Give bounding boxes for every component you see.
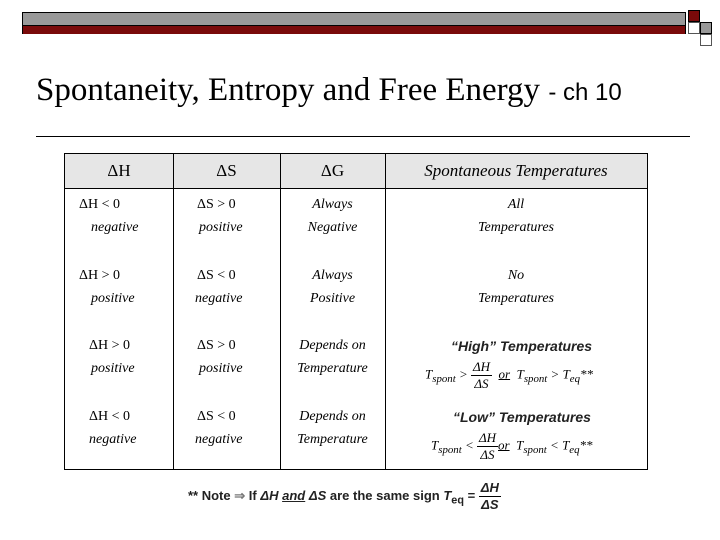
footnote-teq: T (443, 487, 452, 503)
slide-title-suffix: - ch 10 (548, 79, 622, 106)
row1-delta-h-word: negative (91, 220, 139, 235)
row3-formula-teq-sub: eq (569, 373, 581, 386)
row1-delta-g-line2: Negative (307, 220, 358, 235)
row4-delta-s-sign: ΔS < 0 (197, 409, 236, 424)
decorative-square (688, 10, 700, 22)
row4-formula-t2-sub: spont (523, 444, 547, 457)
row4-delta-h-word: negative (89, 432, 137, 447)
header-delta-g: ΔG (320, 161, 345, 180)
row3-delta-s-sign: ΔS > 0 (197, 338, 236, 353)
row4-formula-star: ** (579, 437, 593, 453)
decorative-square (700, 22, 712, 34)
footnote-if: If (248, 487, 257, 503)
row2-delta-g-line2: Positive (309, 291, 356, 306)
top-decorative-bar (22, 12, 686, 34)
implies-arrow-icon: ⇒ (234, 487, 246, 503)
row1-temp-line2: Temperatures (478, 220, 554, 235)
footnote-and: and (282, 487, 306, 503)
row3-formula-op1: > (458, 366, 468, 382)
footnote (188, 480, 501, 513)
row4-formula-teq: T (562, 437, 570, 453)
row3-temp-title: “High” Temperatures (451, 338, 593, 354)
row1-temp-line1: All (507, 197, 525, 212)
column-divider (173, 154, 174, 469)
header-delta-s: ΔS (216, 161, 237, 180)
row4-delta-g-line2: Temperature (297, 432, 368, 447)
row2-delta-s-word: negative (195, 291, 243, 306)
row3-delta-s-word: positive (199, 361, 243, 376)
row2-delta-h-sign: ΔH > 0 (79, 268, 121, 283)
footnote-den: ΔS (481, 497, 499, 512)
footnote-fraction (479, 480, 501, 513)
row1-delta-h-sign: ΔH < 0 (79, 197, 121, 212)
row3-delta-h-sign: ΔH > 0 (89, 338, 131, 353)
top-bar-red-band (23, 26, 685, 34)
header-spontaneous-temperatures: Spontaneous Temperatures (424, 161, 608, 180)
row1-delta-s-sign: ΔS > 0 (197, 197, 236, 212)
row3-formula-den: ΔS (474, 376, 489, 391)
row4-temp-title: “Low” Temperatures (453, 409, 591, 425)
row4-formula-t2: T (516, 437, 524, 453)
row2-delta-s-sign: ΔS < 0 (197, 268, 236, 283)
row3-formula-star: ** (580, 366, 594, 382)
row3-formula-op2: > (550, 366, 560, 382)
row3-formula-or: or (498, 366, 511, 382)
row4-formula-t: T (431, 437, 439, 453)
row4-temp-formula (431, 430, 593, 463)
row4-formula-or: or (498, 437, 510, 453)
row3-formula-t2: T (516, 366, 524, 382)
row3-formula-t-sub: spont (432, 373, 456, 386)
row3-delta-g-line1: Depends on (299, 338, 366, 353)
decorative-square (700, 34, 712, 46)
top-bar-grey-band (23, 13, 685, 26)
row3-formula-t2-sub: spont (523, 373, 548, 386)
footnote-delta-h: ΔH (260, 487, 279, 503)
row4-formula-fraction (477, 430, 498, 463)
row4-formula-den: ΔS (480, 447, 495, 462)
footnote-same-sign: are the same sign (329, 487, 440, 503)
footnote-delta-s: ΔS (308, 487, 327, 503)
spontaneity-table (64, 153, 648, 470)
row3-formula-t: T (425, 366, 433, 382)
row3-temp-formula (425, 359, 593, 392)
row3-formula-teq: T (562, 366, 570, 382)
slide-title (36, 70, 622, 113)
row1-delta-g-line1: Always (312, 197, 353, 212)
row2-delta-h-word: positive (91, 291, 135, 306)
row4-formula-num: ΔH (478, 430, 497, 445)
row4-delta-h-sign: ΔH < 0 (89, 409, 131, 424)
row3-formula-num: ΔH (472, 359, 491, 374)
row4-delta-g-line1: Depends on (299, 409, 366, 424)
row2-temp-line2: Temperatures (478, 291, 554, 306)
row2-temp-line1: No (507, 268, 525, 283)
footnote-stars: ** Note (188, 487, 231, 503)
row3-formula-fraction (471, 359, 492, 392)
footnote-num: ΔH (480, 480, 499, 495)
decorative-square (688, 22, 700, 34)
header-delta-h: ΔH (107, 161, 131, 180)
row4-delta-s-word: negative (195, 432, 243, 447)
row4-formula-op2: < (550, 437, 559, 453)
row4-formula-op1: < (464, 437, 474, 453)
row2-delta-g-line1: Always (312, 268, 353, 283)
row4-formula-teq-sub: eq (569, 444, 580, 457)
row3-delta-h-word: positive (91, 361, 135, 376)
row3-delta-g-line2: Temperature (297, 361, 368, 376)
row1-delta-s-word: positive (199, 220, 243, 235)
footnote-teq-sub: eq (451, 494, 464, 507)
title-divider (36, 136, 690, 137)
row4-formula-t-sub: spont (438, 444, 462, 457)
footnote-equals: = (467, 487, 476, 503)
slide-title-text: Spontaneity, Entropy and Free Energy (36, 72, 541, 108)
